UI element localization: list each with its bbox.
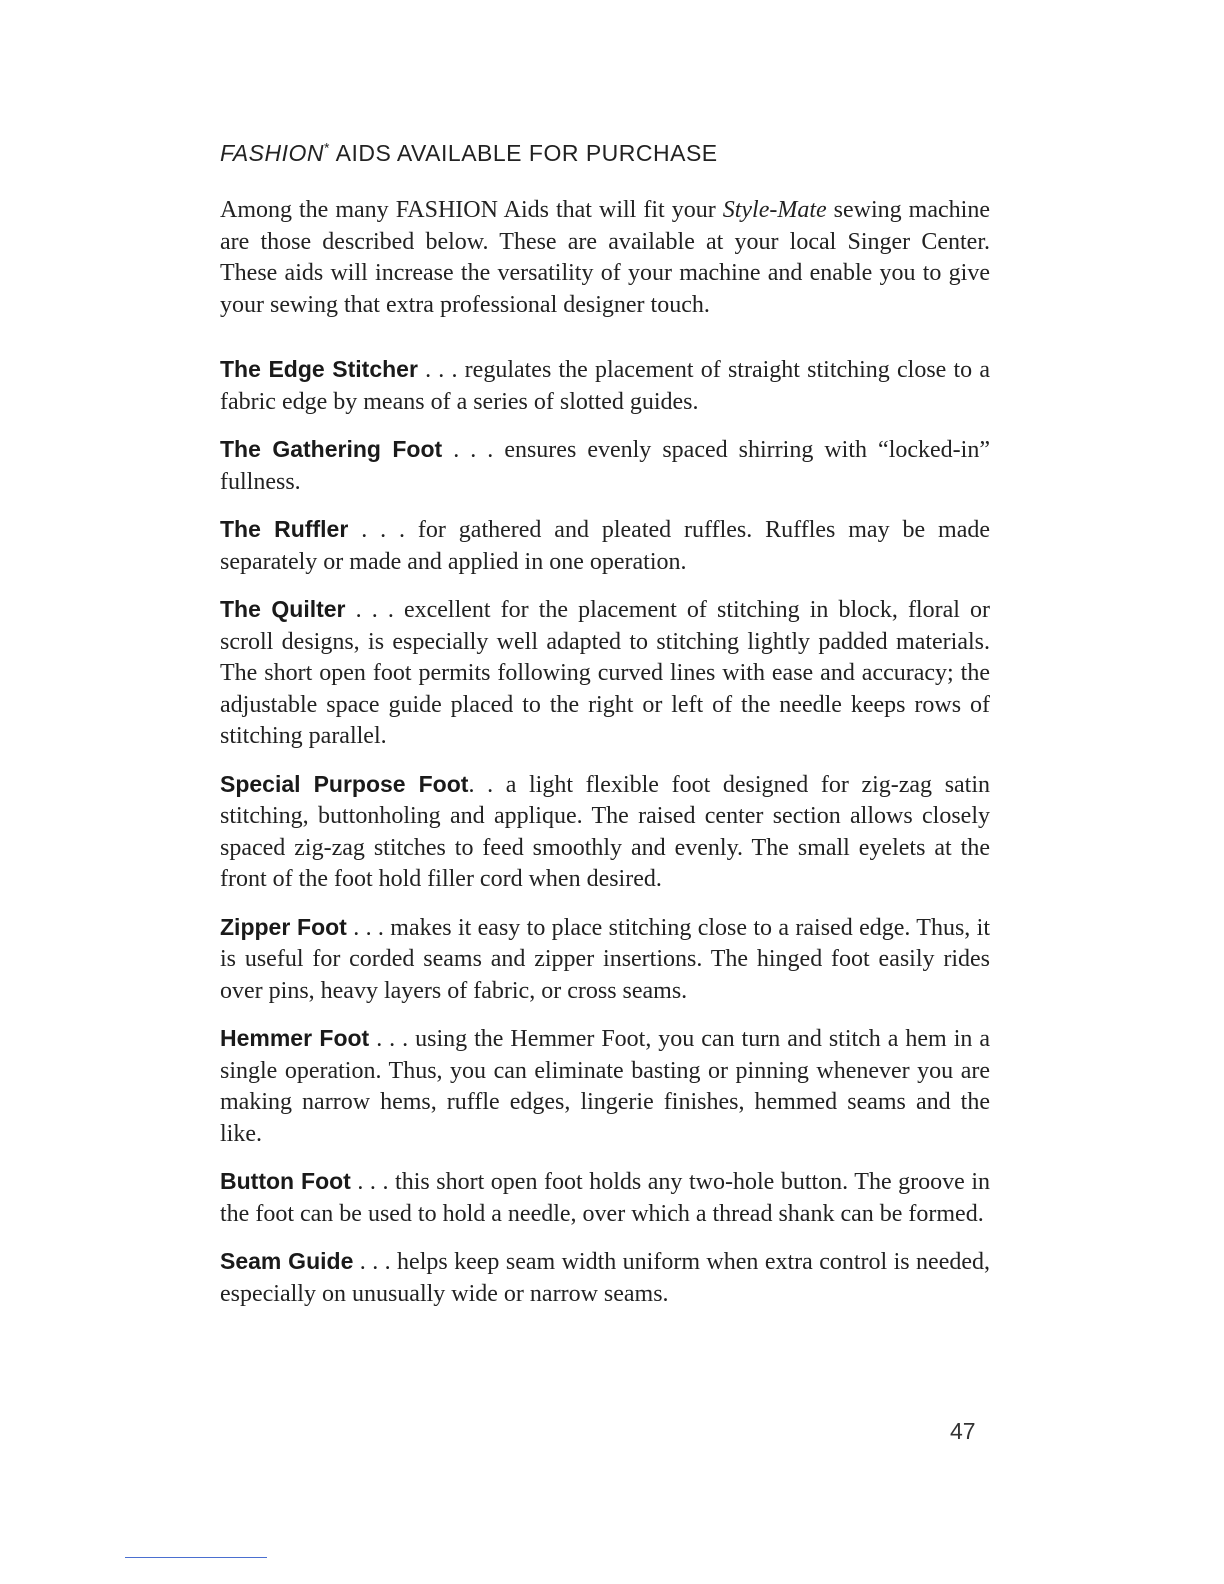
- page-number: 47: [950, 1418, 976, 1444]
- accessory-separator: . . .: [353, 1249, 398, 1275]
- manual-page: [220, 140, 990, 1326]
- accessory-term: Zipper Foot: [220, 913, 347, 940]
- accessory-item-special-purpose-foot: [220, 769, 990, 896]
- accessory-term: The Ruffler: [220, 516, 349, 542]
- heading-rest: AIDS AVAILABLE FOR PURCHASE: [329, 140, 718, 166]
- accessory-description: makes it easy to place stitching close to a raised edge. Thus, it is useful for corded seams and zipper insertions. The hinged foot easily rides over pins, heavy layers of fabric, or cross seams.: [220, 914, 990, 1004]
- accessory-term: The Quilter: [220, 596, 346, 622]
- accessory-separator: . . .: [442, 437, 505, 463]
- accessory-separator: . . .: [346, 914, 391, 941]
- accessory-separator: . . .: [345, 597, 404, 623]
- intro-model-name: Style-Mate: [722, 197, 827, 223]
- accessory-item-edge-stitcher: [220, 354, 990, 418]
- accessory-term: The Gathering Foot: [220, 436, 443, 462]
- accessory-description: for gathered and pleated ruffles. Ruffles may be made separately or made and applied in one operation.: [220, 517, 991, 575]
- accessory-description: ensures evenly spaced shirring with “locked-in” fullness.: [220, 437, 990, 495]
- accessory-term: Special Purpose Foot: [220, 770, 469, 797]
- accessory-separator: . .: [468, 771, 506, 798]
- accessory-description: excellent for the placement of stitching in block, floral or scroll designs, is especially well adapted to stitching lightly padded materials. The short open foot permits following curved lines with ease and accuracy; the adjustable space guide placed to the right or left of the needle keeps rows of stitching parallel.: [220, 597, 991, 749]
- trademark-mark: *: [324, 139, 330, 156]
- accessory-separator: . . .: [417, 357, 465, 383]
- accessory-item-hemmer-foot: [220, 1023, 990, 1150]
- intro-after: sewing machine are those described below. These are available at your local Singer Center. These aids will increase the versatility of your machine and enable you to give your sewing that extra professional designer touch.: [220, 197, 990, 318]
- accessory-item-seam-guide: [220, 1246, 990, 1310]
- accessory-description: helps keep seam width uniform when extra control is needed, especially on unusually wide or narrow seams.: [220, 1249, 990, 1307]
- accessory-term: Seam Guide: [220, 1248, 354, 1274]
- accessory-item-zipper-foot: [220, 912, 990, 1008]
- accessory-term: Button Foot: [220, 1168, 351, 1194]
- accessory-item-quilter: [220, 594, 990, 753]
- accessory-item-ruffler: [220, 514, 990, 578]
- section-heading: [220, 140, 990, 167]
- accessory-term: The Edge Stitcher: [220, 356, 418, 382]
- accessory-description: using the Hemmer Foot, you can turn and stitch a hem in a single operation. Thus, you can eliminate basting or pinning whenever you are making narrow hems, ruffle edges, lingerie finishes, hemmed seams and the like.: [220, 1026, 990, 1147]
- accessory-separator: . . .: [348, 517, 418, 543]
- heading-brand: FASHION: [220, 140, 325, 166]
- accessory-description: this short open foot holds any two-hole button. The groove in the foot can be used to hold a needle, over which a thread shank can be formed.: [220, 1169, 990, 1227]
- intro-before: Among the many FASHION Aids that will fit your: [220, 197, 723, 223]
- accessory-term: Hemmer Foot: [220, 1025, 370, 1051]
- accessory-item-button-foot: [220, 1166, 990, 1230]
- footer-divider: [125, 1557, 267, 1558]
- accessory-separator: . . .: [350, 1169, 396, 1195]
- accessory-item-gathering-foot: [220, 434, 990, 498]
- accessory-separator: . . .: [369, 1026, 416, 1052]
- accessory-description: regulates the placement of straight stitching close to a fabric edge by means of a series of slotted guides.: [220, 357, 990, 415]
- intro-paragraph: [220, 195, 990, 321]
- accessory-description: a light flexible foot designed for zig-zag satin stitching, buttonholing and applique. The raised center section allows closely spaced zig-zag stitches to feed smoothly and evenly. The small eyelets at the front of the foot hold filler cord when desired.: [220, 771, 991, 892]
